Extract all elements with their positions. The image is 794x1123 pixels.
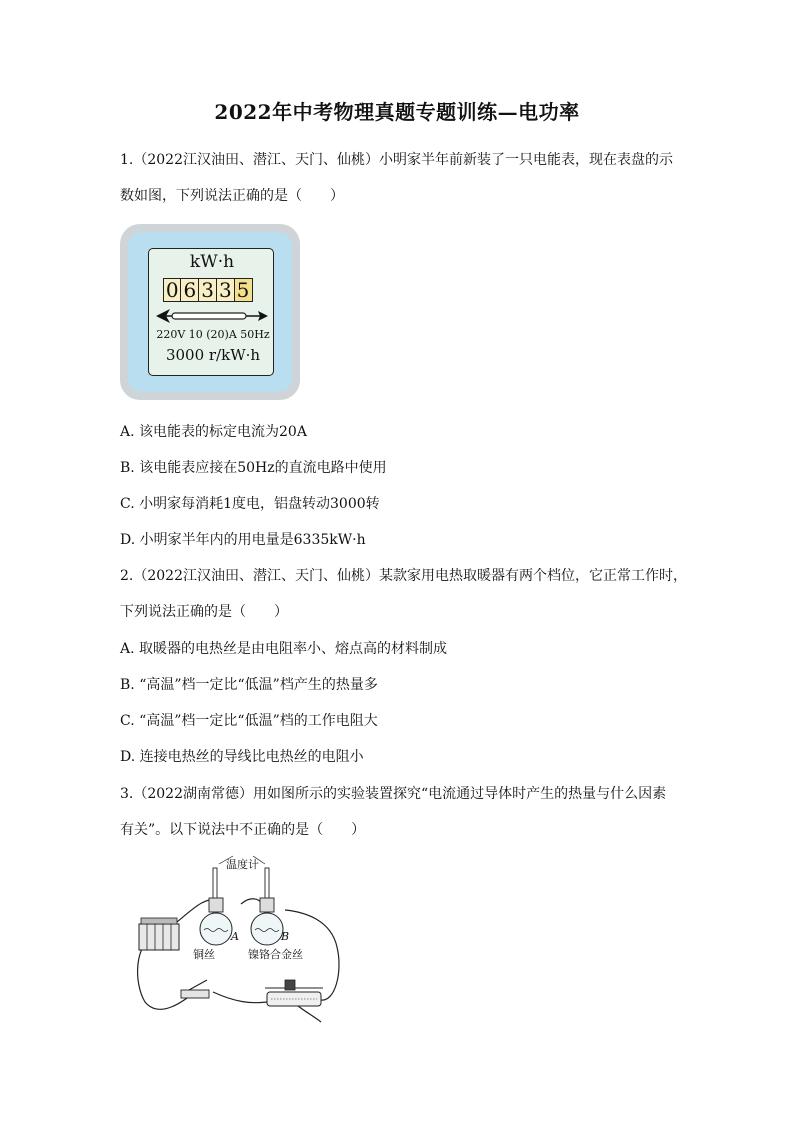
meter-digit: 6 <box>180 278 199 302</box>
meter-unit: kW·h <box>189 252 235 272</box>
meter-spec-rating: 220V 10 (20)A 50Hz <box>156 328 270 341</box>
q2-option-b: B. “高温”档一定比“低温”档产生的热量多 <box>120 677 378 693</box>
q3-stem-line2: 有关”。以下说法中不正确的是（ ） <box>120 822 366 838</box>
page-title: 2022年中考物理真题专题训练—电功率 <box>214 100 580 124</box>
rheostat-icon <box>265 980 323 1006</box>
q1-option-d: D. 小明家半年内的用电量是6335kW·h <box>120 532 366 548</box>
q2-stem-line2: 下列说法正确的是（ ） <box>120 604 288 620</box>
meter-digits <box>164 278 253 302</box>
flask-b-label: B <box>281 930 290 943</box>
meter-spec-constant: 3000 r/kW·h <box>165 346 261 364</box>
thermometer-label: 温度计 <box>226 858 259 871</box>
arrow-icon <box>150 305 274 327</box>
q2-stem-line1: 2.（2022江汉油田、潜江、天门、仙桃）某款家用电热取暖器有两个档位，它正常工作时， <box>120 568 687 584</box>
meter-digit: 0 <box>163 278 182 302</box>
meter-digit-decimal: 5 <box>234 278 253 302</box>
meter-digit: 3 <box>216 278 235 302</box>
copper-wire-label: 铜丝 <box>193 948 215 961</box>
q1-option-b: B. 该电能表应接在50Hz的直流电路中使用 <box>120 460 387 476</box>
q2-option-c: C. “高温”档一定比“低温”档的工作电阻大 <box>120 713 378 729</box>
flask-a-label: A <box>231 930 239 943</box>
nichrome-wire-label: 镍铬合金丝 <box>248 948 303 961</box>
flask-a-icon <box>200 898 232 945</box>
meter-digit: 3 <box>198 278 217 302</box>
q1-option-a: A. 该电能表的标定电流为20A <box>120 424 307 440</box>
q3-stem-line1: 3.（2022湖南常德）用如图所示的实验装置探究“电流通过导体时产生的热量与什么因素 <box>120 786 667 802</box>
switch-icon <box>181 980 209 998</box>
q1-stem-line1: 1.（2022江汉油田、潜江、天门、仙桃）小明家半年前新装了一只电能表，现在表盘的示 <box>120 152 673 168</box>
q2-option-a: A. 取暖器的电热丝是由电阻率小、熔点高的材料制成 <box>120 641 448 657</box>
q1-stem-line2: 数如图，下列说法正确的是（ ） <box>120 188 344 204</box>
battery-icon <box>139 918 179 950</box>
q1-option-c: C. 小明家每消耗1度电，铝盘转动3000转 <box>120 496 380 512</box>
flask-b-icon <box>251 898 283 945</box>
q2-option-d: D. 连接电热丝的导线比电热丝的电阻小 <box>120 749 364 765</box>
